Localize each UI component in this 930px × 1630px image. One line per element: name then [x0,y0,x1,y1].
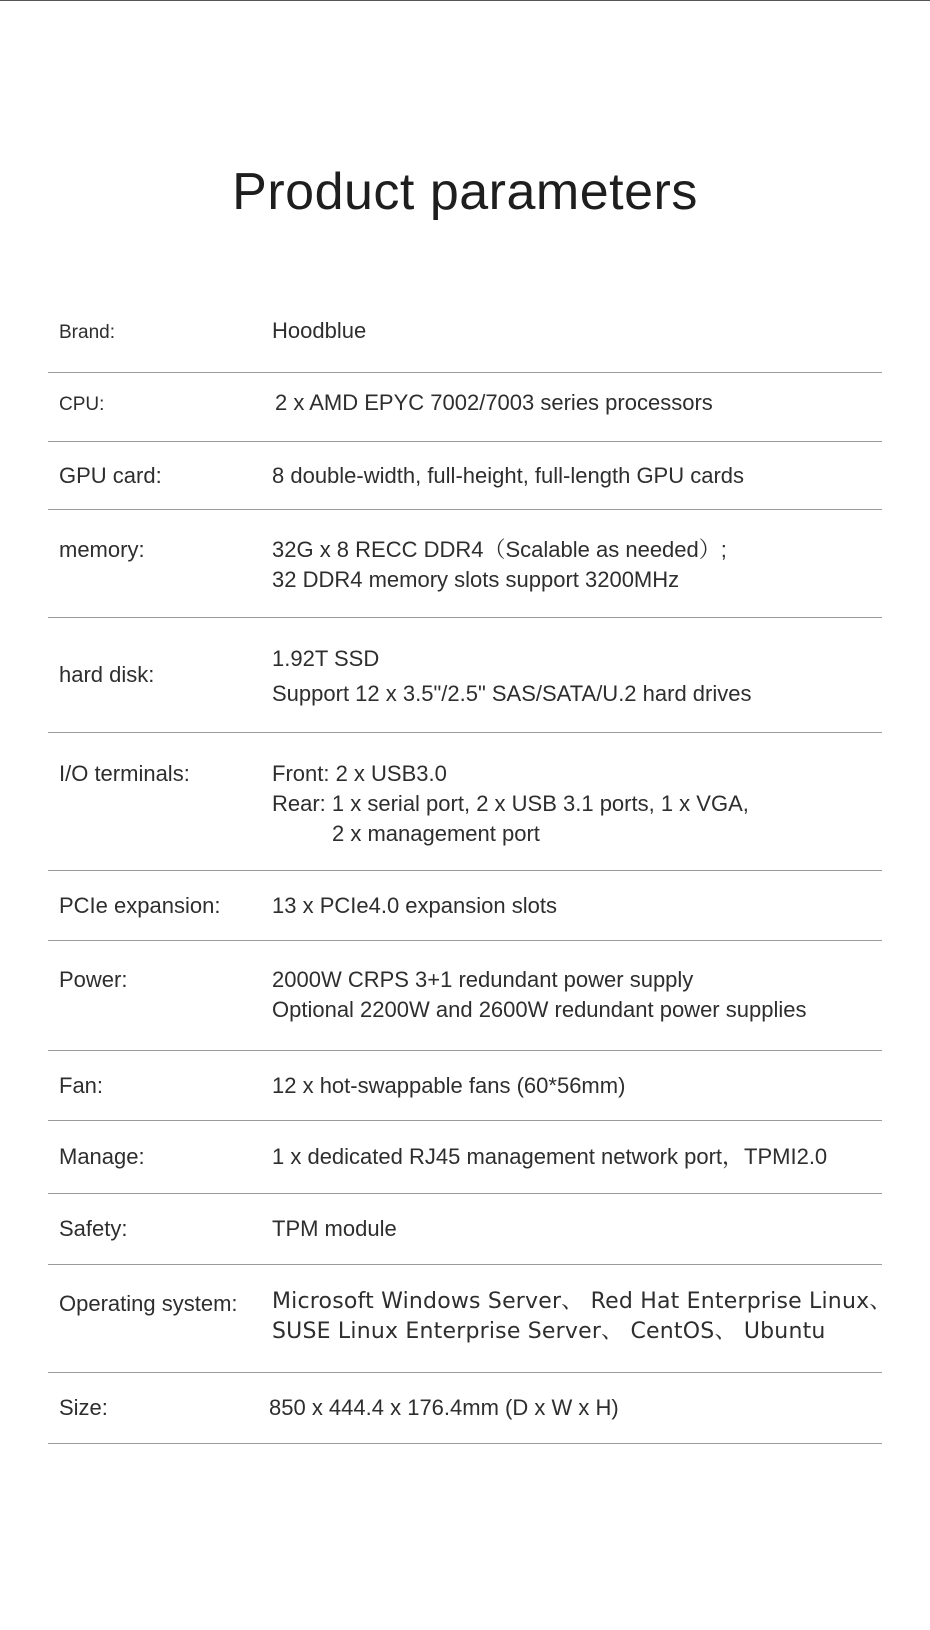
spec-value-line: 32 DDR4 memory slots support 3200MHz [272,567,680,592]
spec-row-pcie-expansion [48,871,882,941]
spec-label-io-terminals: I/O terminals: [59,761,190,786]
spec-value-line: 1.92T SSD [272,646,380,671]
spec-value-line: 1 x dedicated RJ45 management network port，TPMI2.0 [272,1144,828,1169]
spec-row-io-terminals [48,733,882,871]
top-divider [0,0,930,1]
spec-value-cpu [275,388,713,418]
spec-value-manage [272,1142,827,1172]
spec-value-line: 8 double-width, full-height, full-length GPU cards [272,463,745,488]
spec-value-line: 32G x 8 RECC DDR4（Scalable as needed）; [272,537,727,562]
spec-value-hard-disk [272,641,752,711]
spec-value-line: 2 x management port [332,821,540,846]
spec-label-operating-system: Operating system: [59,1291,238,1316]
spec-value-fan [272,1071,625,1101]
spec-row-gpu-card [48,442,882,510]
spec-value-line: Microsoft Windows Server、 Red Hat Enterprise Linux、 [272,1289,892,1314]
spec-label-hard-disk: hard disk: [59,662,155,687]
spec-row-fan [48,1051,882,1121]
spec-value-line: Optional 2200W and 2600W redundant power supplies [272,997,807,1022]
spec-value-line: TPM module [272,1216,397,1241]
spec-label-memory: memory: [59,537,145,562]
spec-row-memory [48,510,882,618]
spec-value-pcie-expansion [272,891,557,921]
spec-value-line: 13 x PCIe4.0 expansion slots [272,893,557,918]
spec-label-safety: Safety: [59,1216,128,1241]
spec-value-line: Rear: 1 x serial port, 2 x USB 3.1 ports, 1 x VGA, [272,791,749,816]
spec-value-line: 12 x hot-swappable fans (60*56mm) [272,1073,626,1098]
spec-value-brand [272,316,366,346]
spec-row-power [48,941,882,1051]
spec-value-line: Front: 2 x USB3.0 [272,761,447,786]
spec-label-gpu-card: GPU card: [59,463,162,488]
spec-label-brand: Brand: [59,322,115,343]
spec-label-manage: Manage: [59,1144,145,1169]
spec-value-power [272,965,806,1025]
spec-label-pcie-expansion: PCIe expansion: [59,893,221,918]
spec-value-operating-system [272,1287,892,1347]
spec-value-line: 850 x 444.4 x 176.4mm (D x W x H) [269,1395,619,1420]
spec-value-io-terminals [272,759,749,849]
spec-value-line: Support 12 x 3.5"/2.5" SAS/SATA/U.2 hard drives [272,681,752,706]
spec-row-operating-system [48,1265,892,1373]
spec-row-hard-disk [48,618,882,733]
spec-row-size [48,1373,882,1444]
spec-row-brand [48,300,882,373]
spec-row-manage [48,1121,882,1194]
spec-value-size [269,1393,619,1423]
spec-value-line: SUSE Linux Enterprise Server、 CentOS、 Ubuntu [272,1319,826,1344]
spec-label-size: Size: [59,1395,108,1420]
spec-label-fan: Fan: [59,1073,104,1098]
spec-label-power: Power: [59,967,128,992]
spec-row-cpu [48,373,882,442]
spec-value-safety [272,1214,397,1244]
spec-value-memory [272,535,727,595]
page-title: Product parameters [232,163,698,221]
spec-label-cpu: CPU: [59,394,105,415]
spec-value-line: 2000W CRPS 3+1 redundant power supply [272,967,694,992]
spec-value-gpu-card [272,461,744,491]
spec-value-line: 2 x AMD EPYC 7002/7003 series processors [275,390,713,415]
spec-row-safety [48,1194,882,1265]
spec-value-line: Hoodblue [272,318,367,343]
